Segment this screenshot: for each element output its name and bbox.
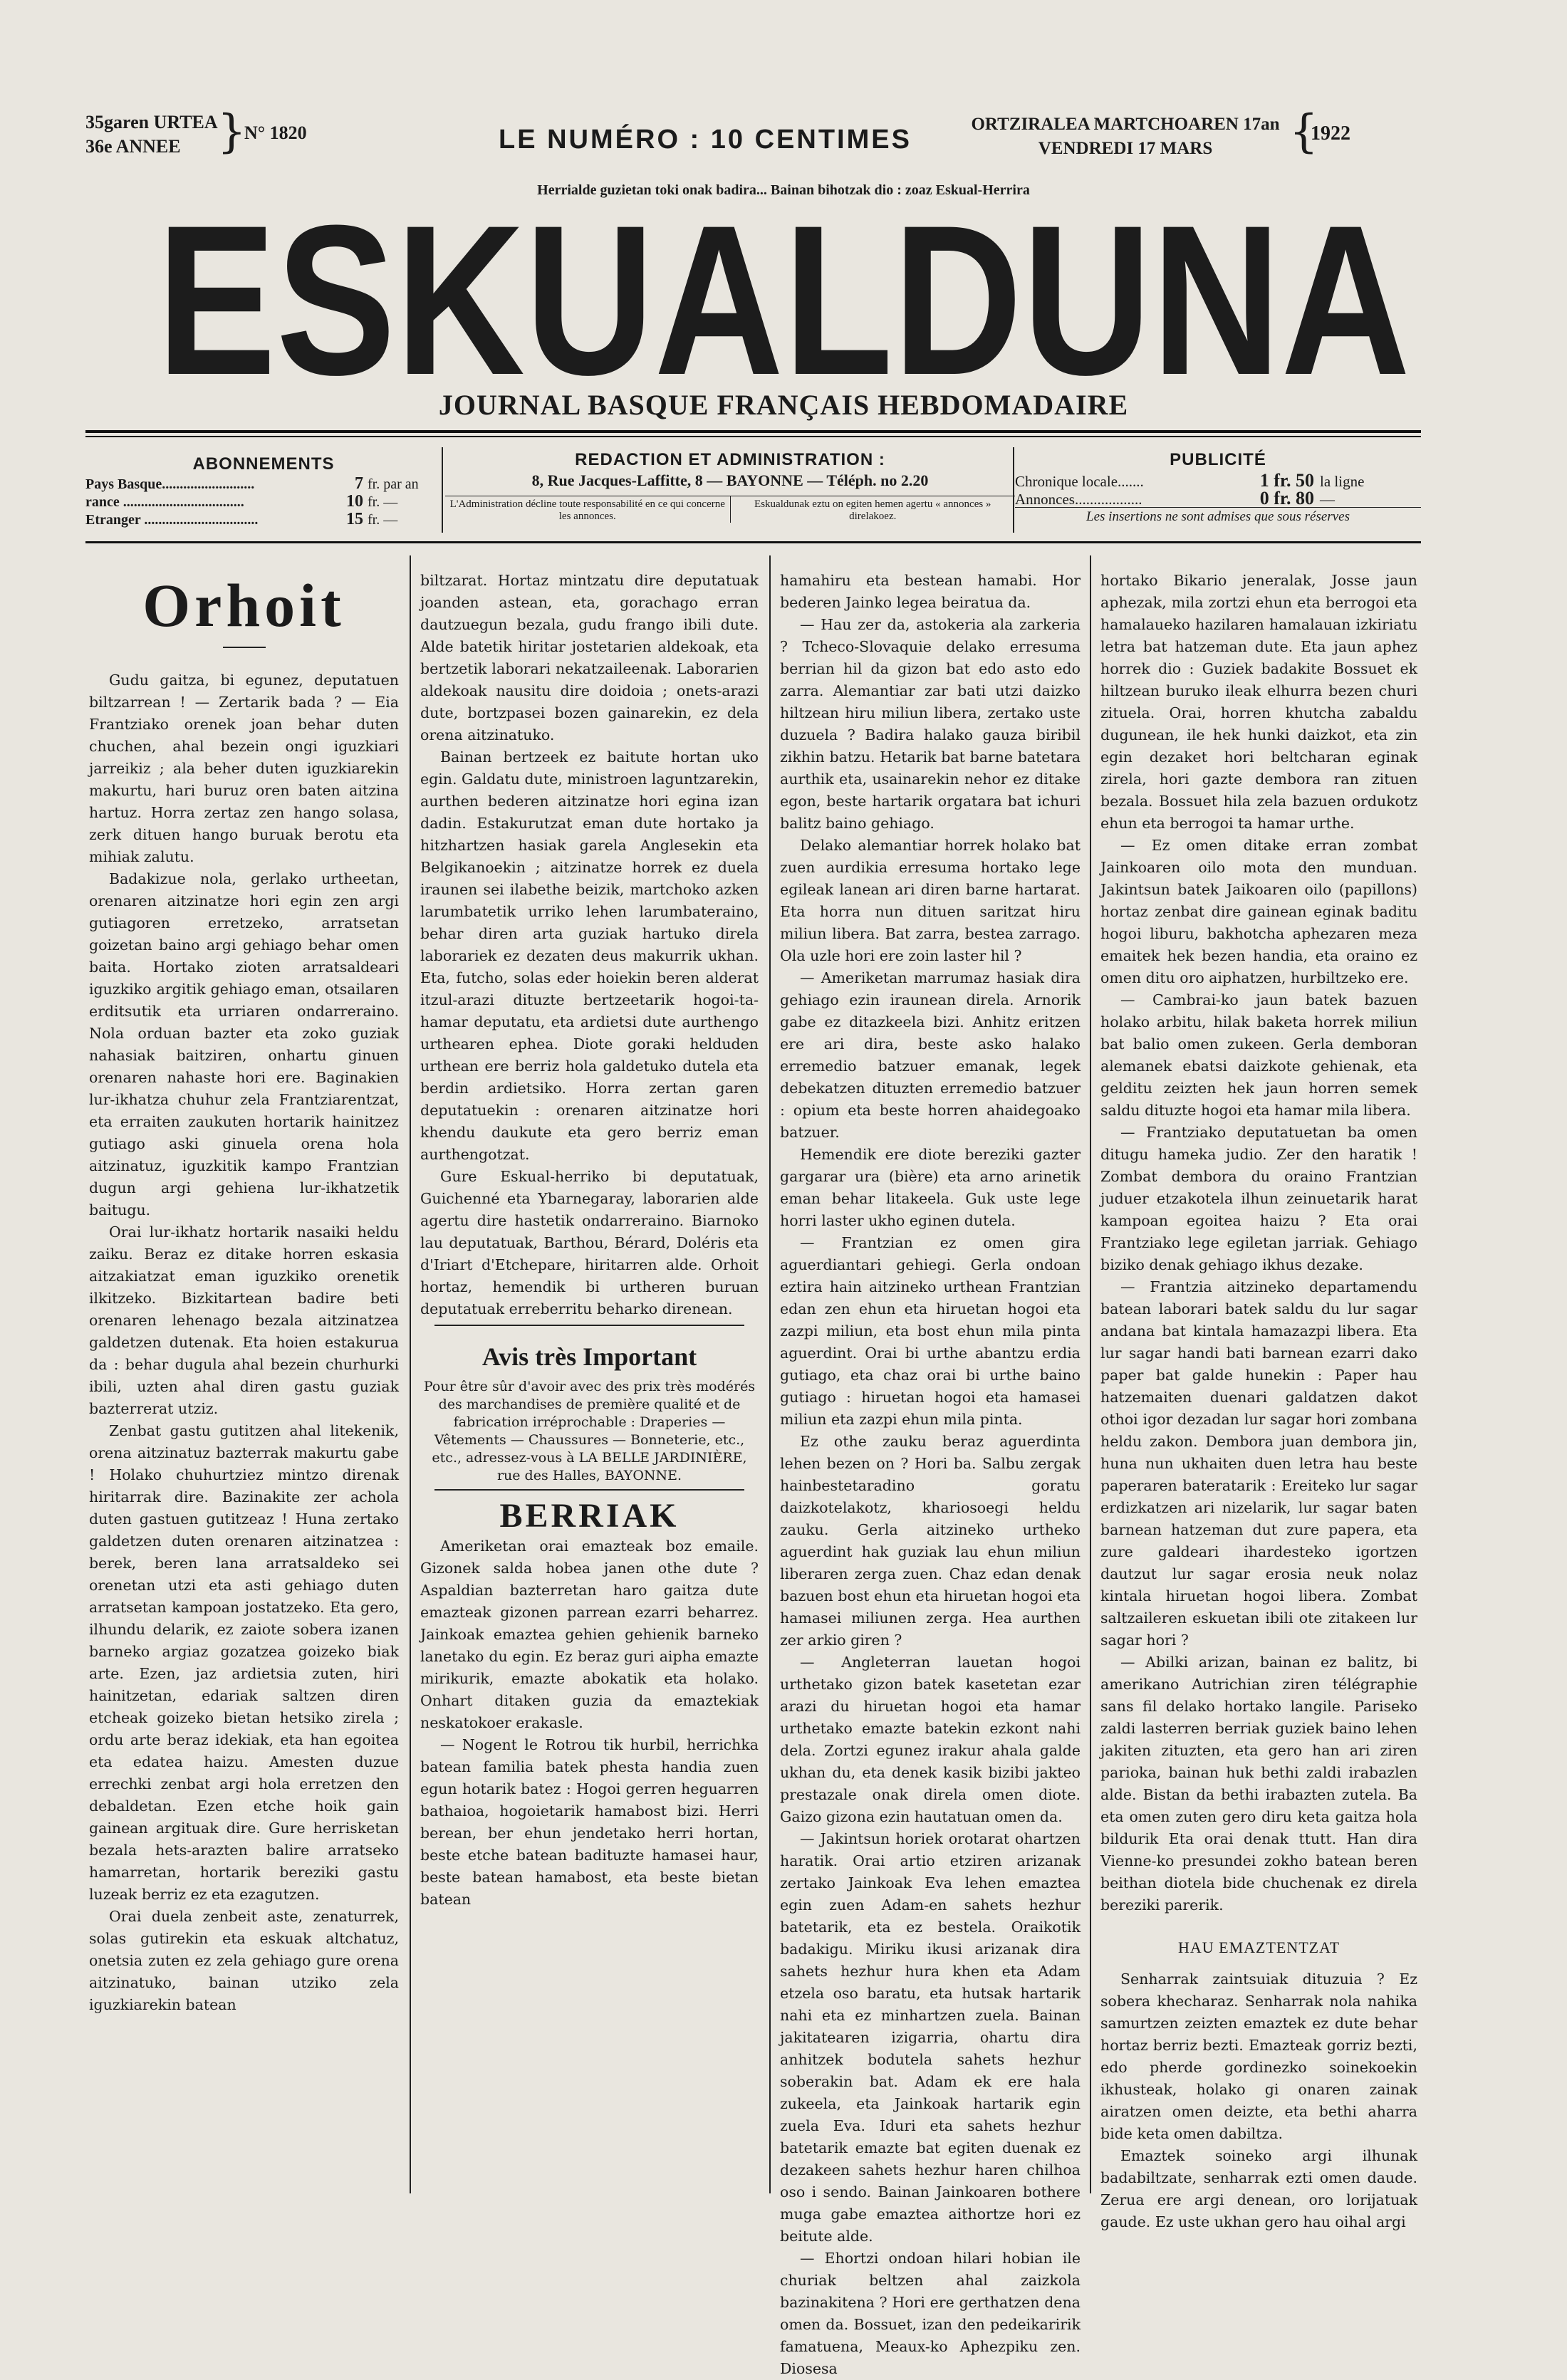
subscription-price: 15 (346, 510, 363, 528)
article-paragraph: Orai duela zenbeit aste, zenaturrek, solas gutirekin eta eskuak altchatuz, onetsia zuten ez zela gehiago gure orena aitzinatuko, bainan utziko zela iguzkiarekin batean (89, 1908, 399, 2013)
news-paragraph: Senharrak zaintsuiak dituzuia ? Ez sobera khecharaz. Senharrak nola nahika samurtzen zeizten emaztek ez dute behar hortaz berriz bezti. Emazteak gorriz bezti, edo pherde gordinezko soinekoekin ikhusteak, holako gi onaren zainak airatzen omen deizte, eta bethi aharra bide keta omen dabiltza. (1100, 1971, 1417, 2142)
section-rule (434, 1325, 744, 1326)
subtitle: JOURNAL BASQUE FRANÇAIS HEBDOMADAIRE (438, 389, 1129, 421)
advertising-unit: — (1320, 491, 1335, 508)
edition-line-french: 36e ANNEE (85, 136, 181, 157)
advertising-row (1015, 488, 1421, 506)
date-french: VENDREDI 17 MARS (1038, 139, 1213, 158)
editorial-office-title: REDACTION ET ADMINISTRATION : (575, 450, 885, 469)
article-paragraph: Orai lur-ikhatz hortarik nasaiki heldu zaiku. Beraz ez ditake horren eskasia aitzakiatzat eman iguzkiko orenetik ilkitzeko. Bizkitartean badire beti orenaren lehenago bezala aitzinatzea galdetzen dutenak. Eta hoien estakurua da : behar dugula ahal bezein churhurki ibili, uzten ahal diren gastu guziak bazterrerat utziz. (89, 1223, 399, 1417)
column-4 (1100, 570, 1417, 2233)
office-notes (445, 496, 1015, 523)
note-french: L'Administration décline toute responsabilité en ce qui concerne les annonces. (445, 496, 731, 523)
advertising-title: PUBLICITÉ (1170, 450, 1266, 469)
edition-line-basque: 35garen URTEA (85, 112, 218, 132)
article-paragraph: Badakizue nola, gerlako urtheetan, orenaren aitzinatze hori egin zen argi gutiagoren erretzeko, arratsetan goizetan baino argi gehiago behar omen baita. Hortako zioten arratsaldeari iguzkiko argitik gehiago eman, otsailaren erditsutik eta urriaren ondarreraino. Nola orduan bazter eta zoko guziak nahasiak baitziren, onhartu ginuen orenaren nahaste hori ere. Baginakien lur-ikhatza chuhur zela Frantziarentzat, eta erraiten zaukuten hortarik hainitzez gutiago aski ginuela orena hola aitzinatuz, iguzkitik kampo Frantzian dugun argi gehiena lur-ikhatzetik baitugu. (89, 870, 399, 1218)
notice-title: Avis très Important (481, 1342, 697, 1371)
subscriptions-box (85, 454, 442, 528)
advertising-box (1015, 450, 1421, 525)
news-paragraph: — Frantzian ez omen gira aguerdiantari gehiegi. Gerla ondoan eztira hain aitzineko urthean Frantzian edan zen ehun eta hiruetan hogoi eta zazpi miliun, eta bost ehun mila pinta aguerdint. Orai bi urthe abantzu erdia gutiago, eta chaz orai bi urthe baino gutiago : hiruetan hogoi eta hamasei miliun eta zazpi ehun mila pinta. (780, 1234, 1081, 1428)
subscription-label: rance .................................. (85, 494, 244, 510)
subscription-price: 10 (346, 492, 363, 511)
editorial-office-box (445, 450, 1015, 523)
news-paragraph: hortako Bikario jeneralak, Josse jaun aphezak, mila zortzi ehun eta berrogoi eta hamalaueko hazilaren hamalauan izkiriatu letra bat hatzeman dute. Eta jaun aphez horrek dio : Guziek badakite Bossuet ek hiltzean buruko ileak elhurra bezen churi zituela. Orai, horren khutcha zabaldu dugunean, ile hek hunki daizkot, eta zin egin dezaket hori beltcharan eginak zirela, hori gazte dembora ran zituen bezala. Bossuet hila zela bazuen ordukotz ehun eta berrogoi ta hamar urthe. (1100, 572, 1417, 832)
subscription-label: Etranger ................................ (85, 512, 259, 528)
box-divider (1013, 447, 1014, 533)
issue-year: 1922 (1311, 122, 1350, 145)
subscription-unit: fr. — (368, 512, 398, 528)
subscription-label: Pays Basque.......................... (85, 476, 255, 492)
section-title-berriak: BERRIAK (499, 1497, 680, 1535)
subscription-row (85, 474, 442, 492)
header-rule-second (85, 436, 1421, 437)
subscriptions-title: ABONNEMENTS (192, 454, 335, 474)
article-paragraph: Gudu gaitza, bi egunez, deputatuen biltzarrean ! — Zertarik bada ? — Eia Frantziako orenek joan behar duten chuchen, ahal bezein ongi iguzkiari jarreikiz ; ala beher duten iguzkiarekin makurtu, hari buruz oren baten aitzina hartuz. Horra zertaz zen hango solasa, zerk dituen hango buruak berotu eta mihiak zalutu. (89, 672, 399, 865)
article-title-orhoit: Orhoit (142, 571, 345, 640)
news-paragraph: hamahiru eta bestean hamabi. Hor bederen Jainko legea beiratua da. (780, 572, 1081, 611)
brace-ornament: } (217, 105, 246, 158)
price-banner: LE NUMÉRO : 10 CENTIMES (499, 125, 912, 155)
news-paragraph: — Frantzia aitzineko departamendu batean laborari batek saldu du lur sagar andana bat kintala hamazazpi libera. Eta lur sagar handi bati barnean ezarri dako paper bat galde hunekin : Paper hau hatzemaiten duenari galdatzen dakot othoi igor dezadan lur sagar hori zombana heldu zakon. Dembora juan dembora jin, huna nun ukhaiten duen letra hau beste paperaren bateratarik : Ereiteko lur sagar erdizkatzen ari nizelarik, lur sagar baten barnean hatzeman dut zure papera, eta zure galdeari ihardesteko igortzen dautzut lur sagar erosia neuk nolaz kintala hiruetan hogoi libera. Zombat saltzaileren eskuetan ibili ote zitakeen lur sagar hori ? (1100, 1278, 1417, 1649)
news-paragraph: — Jakintsun horiek orotarat ohartzen haratik. Orai artio etziren arizanak zertako Jainkoak Eva lehen emaztea egin zuen Adam-en sahets hezhur batetarik, eta ez bestela. Oraikotik badakigu. Miriku ikusi arizanak dira sahets hezhur hura khen eta Adam etzela oso baratu, eta hutsak hartarik nahi eta ez minhartzen zuela. Bainan jakitatearen izigarria, ohartu dira anhitzek bodutela sahets hezhur soberakin bat. Adam ek ere hala zukeela, eta Jainkoak hartarik egin zuela Eva. Iduri eta sahets hezhur batetarik emazte bat egiten duenak ez dezakeen sahets hezhur haren chilhoa oso i sendo. Bainan Jainkoaren bothere muga gabe emaztea aithortze hori ez beitute alde. (780, 1830, 1081, 2245)
advertising-row (1015, 470, 1421, 491)
subscription-unit: fr. par an (368, 476, 419, 492)
advertising-unit: la ligne (1320, 473, 1365, 490)
masthead-logo (150, 192, 1417, 388)
news-paragraph: — Angleterran lauetan hogoi urthetako gizon batek kasetetan ezar arazi du hiruetan hogoi eta hamar urthetako emazte batekin ezkont nahi dela. Zortzi egunez irakur ahala galde ukhan du, eta denek kasik bizibi jakteo prestazale onak direla omen diote. Gaizo gizona ezin hautatuan omen da. (780, 1654, 1081, 1825)
advertising-label: Chronique locale....... (1015, 473, 1144, 490)
brace-ornament-right: { (1289, 105, 1318, 158)
subscription-row (85, 510, 442, 528)
subscription-price: 7 (355, 474, 363, 493)
office-address: 8, Rue Jacques-Laffitte, 8 — BAYONNE — Téléph. no 2.20 (531, 471, 929, 489)
news-paragraph: — Nogent le Rotrou tik hurbil, herrichka batean familia batek phesta handia zuen egun hotarik batez : Hogoi gerren heguarren bathaioa, hogoietarik hamabost bizi. Herri berean, ber ehun jendetako herri hortan, beste etche batean badituzte hamasei haur, beste batean hamabost, eta beste bietan batean (420, 1736, 759, 1908)
section-title-hau-emaztentzat: HAU EMAZTENTZAT (1177, 1938, 1340, 1956)
issue-number: N° 1820 (244, 122, 307, 143)
column-divider (769, 555, 771, 2193)
header-rule-top (85, 430, 1421, 433)
subscription-unit: fr. — (368, 494, 398, 510)
news-paragraph: Hemendik ere diote bereziki gazter gargarar ura (bière) eta arno arinetik eman behar litakeela. Guk uste lege horri laster ukho eginen dutela. (780, 1146, 1081, 1229)
motto: Herrialde guzietan toki onak badira... Bainan bihotzak dio : zoaz Eskual-Herrira (537, 182, 1030, 198)
news-paragraph: Delako alemantiar horrek holako bat zuen aurdikia erresuma hortako lege egileak lanean ari diren barne hartarat. Eta horra nun dituen saritzat hiru miliun libera. Bat zarra, bestea zarrago. Ola uzle hori ere zoin laster hil ? (780, 837, 1081, 964)
column-divider (410, 555, 411, 2193)
column-2 (420, 570, 759, 1911)
news-paragraph: — Hau zer da, astokeria ala zarkeria ? Tcheco-Slovaquie delako erresuma berrian hil da gizon bat edo asto edo zarra. Alemantiar zar bati utzi daizko hiltzean hiru miliun libera, zertako uste duzuela ? Badira halako gauza biribil zikhin batzu. Hetarik bat barne batetara aurthik eta, usainarekin nehor ez ditake egon, beste hartarik orgatara bat ichuri balitz baino gehiago. (780, 616, 1081, 832)
news-paragraph: Ez othe zauku beraz aguerdinta lehen bezen on ? Hori ba. Salbu zergak hainbestetaradino goratu daizkotelakotz, khariosoegi heldu zauku. Gerla aitzineko urtheko aguerdint hak guziak lau ehun miliun liberaren zerga zuen. Chaz edan denak bazuen bost ehun eta hiruetan hogoi eta hamasei miliunen zerga. Hea aurthen zer arkio giren ? (780, 1433, 1081, 1649)
article-paragraph: Bainan bertzeek ez baitute hortan uko egin. Galdatu dute, ministroen laguntzarekin, aurthen bederen aitzinatze hori egina izan dadin. Estakurutzat eman dute hortako ja hitzhartzen hasiak garela Anglesekin eta Belgikanoekin ; aitzinatze horrek ez duela iraunen sei ilabethe beizik, martchoko azken larumbatetik urriko lehen larumbateraino, behar diren arta guziak hartuko direla laborariek ez dezaten deus makurrik ukhan. Eta, futcho, solas eder hoiekin beren alderat itzul-arazi dituzte bertzeetarik hogoi-ta-hamar deputatu, eta ardietsi dute aurthengo urthearen ephea. Diote goraki helduden urthean ere berriz hola galdetuko dutela eta berdin ardietsiko. Horra zertan garen deputatuekin : orenaren aitzinatze hori khendu daukute eta gero berriz eman aurthengotzat. (420, 748, 759, 1163)
boxes-rule-bottom (85, 541, 1421, 543)
news-paragraph: Ameriketan orai emazteak boz emaile. Gizonek salda hobea janen othe dute ? Aspaldian bazterretan haro gaitza dute emazteak gizonen parrean ezarri beharrez. Jainkoak emaztea gehien gehienik barneko lanetako du egin. Ez beraz guri aipha emazte mirikurik, emazte abokatik eta holako. Onhart ditaken guzia da emaztekiak neskatokoer erakasle. (420, 1538, 759, 1731)
title-underline (223, 647, 266, 648)
news-paragraph: — Ez omen ditake erran zombat Jainkoaren oilo mota den munduan. Jakintsun batek Jaikoaren oilo (papillons) hortaz zenbat dire gainean eginak baditu hogoi liburu, bakhotcha aphezaren meza emaitek hek bezen handia, eta oraino ez omen ditu oro aiphatzen, hurbiltzeko ere. (1100, 837, 1417, 986)
news-paragraph: — Abilki arizan, bainan ez balitz, bi amerikano Autrichian ziren télégraphie sans fil delako hortako langile. Pariseko zaldi lasterren berriak guziek baino lehen jakiten zituzten, eta gero han ari ziren parioka, bainan huk bethi zaldi irabazlen alde. Bistan da bethi irabazten zutela. Ba eta omen zuten gero diru keta gaitza hola bildurik Eta orai denak ttutt. Han dira Vienne-ko presundei zokho batean beren beithan diotela bide chuchenak ez direla bereziki parerik. (1100, 1654, 1417, 1914)
advertising-label: Annonces.................. (1015, 491, 1142, 508)
news-paragraph: — Ehortzi ondoan hilari hobian ile churiak beltzen ahal zaizkola bazinakitena ? Hori ere gerthatzen dena omen da. Bossuet, izan den pedeikaririk famatuena, Meaux-ko Aphezpiku zen. Diosesa (780, 2250, 1081, 2377)
article-paragraph: Gure Eskual-herriko bi deputatuak, Guichenné eta Ybarnegaray, laborarien alde agertu dire hastetik ondarreraino. Biarnoko lau deputatuak, Barthou, Bérard, Doléris eta d'Iriart d'Etchepare, hiritarren alde. Orhoit hortaz, hemendik bi urtheren buruan deputatuak erreberritu beharko direnean. (420, 1168, 759, 1317)
notice-text: Pour être sûr d'avoir avec des prix très modérés des marchandises de première qualité et de fabrication irréprochable : Draperies — Vêtements — Chaussures — Bonneterie, etc., etc., adressez-vous à LA BELLE JARDINIÈRE, rue des Halles, BAYONNE. (423, 1379, 756, 1483)
issue-date (969, 113, 1282, 161)
news-paragraph: — Ameriketan marrumaz hasiak dira gehiago ezin iraunean direla. Arnorik gabe ez ditazkeela bizi. Anhitz eritzen ere ari dira, beste asko halako erremedio batzuer emanak, legek debekatzen dituzten erremedio batzuer : opium eta beste horren ahaidegoako batzuer. (780, 969, 1081, 1141)
article-paragraph: biltzarat. Hortaz mintzatu dire deputatuak joanden astean, eta, gorachago erran dautzuegun bezala, gudu frango ibili dute. Alde batetik hiritar jostetarien aldekoak, eta bertzetik laborari nekatzaileenak. Laborarien aldekoak nausitu dire doidoia ; onets-arazi dute, bortzpasei bozen gainarekin, ez dela orena aitzinatuko. (420, 572, 759, 743)
date-basque: ORTZIRALEA MARTCHOAREN 17an (971, 115, 1280, 134)
section-rule (434, 1489, 744, 1491)
article-paragraph: Zenbat gastu gutitzen ahal litekenik, orena aitzinatuz bazterrak makurtu gabe ! Holako chuhurtziez mintzo direnak hiritarrak dire. Bazinakite zer achola duten gastuen gutitzeaz ! Huna zertako galdetzen duten orenaren aitzinatzea : berek, beren lana arratsaldeko sei orenetan utzi eta asti gehiago duten arratsetan kampoan jostatzeko. Eta gero, ilhundu delarik, ez zaiote sobera izanen barneko argiaz gozatzea goizeko biak arte. Ezen, jaz ardietsia zuten, hiri hainitzetan, edariak saltzen diren etcheak goizeko bietan hetsiko zirela ; ordu arte beraz idekiak, eta han egoitea eta edatea haizu. Amesten duzue errechki zenbat argi hola erretzen den debaldetan. Ezen etche hoik gain gainean argituak dire. Gure herrisketan bezala hets-arazten balire arratseko hamarretan, hortarik bereziki gastu luzeak berriz ez eta ezagutzen. (89, 1422, 399, 1903)
advertising-note: Les insertions ne sont admises que sous réserves (1015, 507, 1421, 525)
column-1 (89, 570, 399, 2016)
column-3 (780, 570, 1081, 2380)
edition-info (85, 110, 218, 159)
box-divider (442, 447, 443, 533)
advertising-price: 0 fr. 80 (1259, 488, 1314, 508)
subscription-row (85, 492, 442, 510)
news-paragraph: — Frantziako deputatuetan ba omen ditugu hameka judio. Zer den haratik ! Zombat dembora du oraino Frantzian juduer etzakotela ilhun zeinuetarik harat kampoan egoitea haizu ? Eta orai Frantziako lege egiletan jarriak. Gehiago biziko denak gehiago ikhus dezake. (1100, 1124, 1417, 1273)
news-paragraph: — Cambrai-ko jaun batek bazuen holako arbitu, hilak baketa horrek miliun bat balio omen zukeen. Gerla demboran alemanek ebatsi daizkote gehienak, eta gelditu zeizten hek jaun horren semek saldu dituzte hogoi eta hamar mila libera. (1100, 991, 1417, 1119)
news-paragraph: Emaztek soineko argi ilhunak badabiltzate, senharrak ezti omen daude. Zerua ere argi denean, oro lorijatuak gaude. Ez uste ukhan gero hau oihal argi (1100, 2147, 1417, 2230)
advertising-price: 1 fr. 50 (1259, 470, 1314, 491)
note-basque: Eskualdunak eztu on egiten hemen agertu « annonces » direlakoez. (731, 496, 1016, 523)
column-divider (1090, 555, 1091, 2193)
masthead-title: ESKUALDUNA (157, 192, 1410, 388)
